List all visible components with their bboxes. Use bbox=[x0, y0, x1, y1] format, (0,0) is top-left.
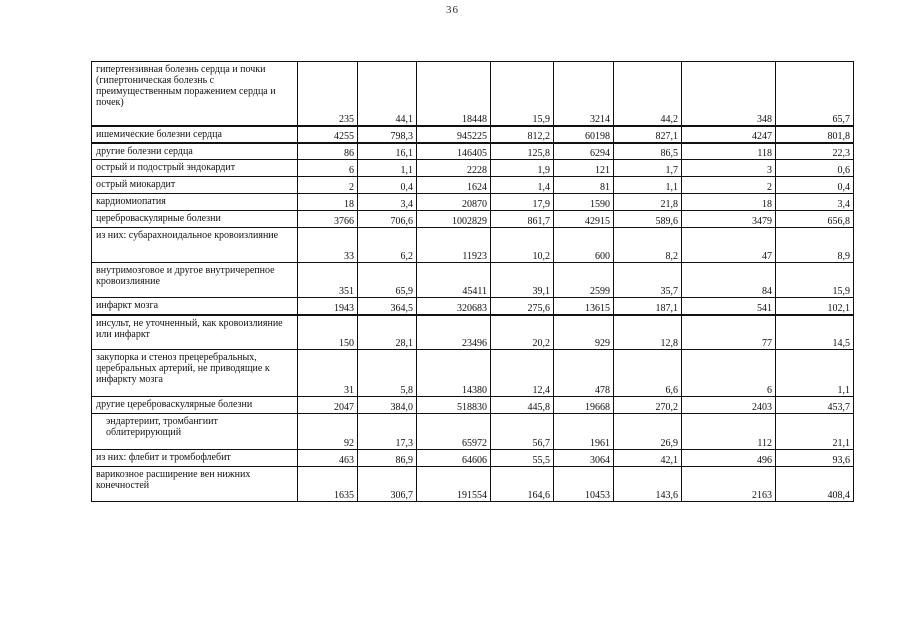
value-cell: 8,9 bbox=[776, 228, 854, 263]
row-label: острый миокардит bbox=[92, 177, 298, 194]
value-cell: 3,4 bbox=[776, 194, 854, 211]
table-row bbox=[92, 228, 854, 263]
value-cell: 33 bbox=[298, 228, 358, 263]
value-cell: 65,9 bbox=[358, 263, 417, 298]
value-cell: 6,6 bbox=[614, 350, 682, 397]
value-cell: 0,6 bbox=[776, 160, 854, 177]
value-cell: 4255 bbox=[298, 126, 358, 143]
row-label: варикозное расширение вен нижних конечностей bbox=[92, 467, 298, 502]
value-cell: 35,7 bbox=[614, 263, 682, 298]
value-cell: 275,6 bbox=[491, 298, 554, 315]
mortality-statistics-table bbox=[91, 61, 854, 502]
value-cell: 10,2 bbox=[491, 228, 554, 263]
value-cell: 812,2 bbox=[491, 126, 554, 143]
value-cell: 28,1 bbox=[358, 315, 417, 350]
value-cell: 0,4 bbox=[776, 177, 854, 194]
value-cell: 589,6 bbox=[614, 211, 682, 228]
value-cell: 1,1 bbox=[358, 160, 417, 177]
value-cell: 0,4 bbox=[358, 177, 417, 194]
row-label: гипертензивная болезнь сердца и почки (гипертоническая болезнь с преимущественным поражением сердца и почек) bbox=[92, 62, 298, 126]
value-cell: 541 bbox=[682, 298, 776, 315]
value-cell: 945225 bbox=[417, 126, 491, 143]
table-row bbox=[92, 397, 854, 414]
value-cell: 798,3 bbox=[358, 126, 417, 143]
value-cell: 2599 bbox=[554, 263, 614, 298]
value-cell: 118 bbox=[682, 143, 776, 160]
value-cell: 478 bbox=[554, 350, 614, 397]
value-cell: 16,1 bbox=[358, 143, 417, 160]
value-cell: 44,1 bbox=[358, 62, 417, 126]
value-cell: 14380 bbox=[417, 350, 491, 397]
value-cell: 17,9 bbox=[491, 194, 554, 211]
value-cell: 827,1 bbox=[614, 126, 682, 143]
value-cell: 270,2 bbox=[614, 397, 682, 414]
value-cell: 93,6 bbox=[776, 450, 854, 467]
value-cell: 56,7 bbox=[491, 414, 554, 450]
value-cell: 1943 bbox=[298, 298, 358, 315]
row-label: из них: флебит и тромбофлебит bbox=[92, 450, 298, 467]
value-cell: 11923 bbox=[417, 228, 491, 263]
value-cell: 348 bbox=[682, 62, 776, 126]
row-label: закупорка и стеноз прецеребральных, церебральных артерий, не приводящие к инфаркту мозга bbox=[92, 350, 298, 397]
value-cell: 42,1 bbox=[614, 450, 682, 467]
value-cell: 1002829 bbox=[417, 211, 491, 228]
value-cell: 1635 bbox=[298, 467, 358, 502]
value-cell: 125,8 bbox=[491, 143, 554, 160]
value-cell: 1,7 bbox=[614, 160, 682, 177]
value-cell: 1,9 bbox=[491, 160, 554, 177]
value-cell: 235 bbox=[298, 62, 358, 126]
value-cell: 6 bbox=[298, 160, 358, 177]
value-cell: 146405 bbox=[417, 143, 491, 160]
row-label: внутримозговое и другое внутричерепное кровоизлияние bbox=[92, 263, 298, 298]
value-cell: 929 bbox=[554, 315, 614, 350]
value-cell: 12,4 bbox=[491, 350, 554, 397]
value-cell: 65,7 bbox=[776, 62, 854, 126]
value-cell: 1,4 bbox=[491, 177, 554, 194]
value-cell: 150 bbox=[298, 315, 358, 350]
value-cell: 408,4 bbox=[776, 467, 854, 502]
row-label: цереброваскулярные болезни bbox=[92, 211, 298, 228]
value-cell: 463 bbox=[298, 450, 358, 467]
table-row bbox=[92, 126, 854, 143]
value-cell: 6,2 bbox=[358, 228, 417, 263]
table-row bbox=[92, 177, 854, 194]
value-cell: 81 bbox=[554, 177, 614, 194]
value-cell: 45411 bbox=[417, 263, 491, 298]
value-cell: 306,7 bbox=[358, 467, 417, 502]
value-cell: 18 bbox=[298, 194, 358, 211]
value-cell: 320683 bbox=[417, 298, 491, 315]
table-row bbox=[92, 450, 854, 467]
value-cell: 6294 bbox=[554, 143, 614, 160]
value-cell: 47 bbox=[682, 228, 776, 263]
value-cell: 518830 bbox=[417, 397, 491, 414]
value-cell: 143,6 bbox=[614, 467, 682, 502]
value-cell: 15,9 bbox=[776, 263, 854, 298]
value-cell: 112 bbox=[682, 414, 776, 450]
value-cell: 14,5 bbox=[776, 315, 854, 350]
value-cell: 42915 bbox=[554, 211, 614, 228]
value-cell: 86,5 bbox=[614, 143, 682, 160]
value-cell: 1590 bbox=[554, 194, 614, 211]
value-cell: 164,6 bbox=[491, 467, 554, 502]
value-cell: 600 bbox=[554, 228, 614, 263]
row-label: эндартериит, тромбангиит облитерирующий bbox=[92, 414, 298, 450]
value-cell: 384,0 bbox=[358, 397, 417, 414]
value-cell: 12,8 bbox=[614, 315, 682, 350]
row-label: инсульт, не уточненный, как кровоизлияние или инфаркт bbox=[92, 315, 298, 350]
value-cell: 44,2 bbox=[614, 62, 682, 126]
value-cell: 496 bbox=[682, 450, 776, 467]
value-cell: 1961 bbox=[554, 414, 614, 450]
value-cell: 18448 bbox=[417, 62, 491, 126]
value-cell: 801,8 bbox=[776, 126, 854, 143]
value-cell: 656,8 bbox=[776, 211, 854, 228]
table-row bbox=[92, 194, 854, 211]
value-cell: 77 bbox=[682, 315, 776, 350]
value-cell: 3766 bbox=[298, 211, 358, 228]
value-cell: 60198 bbox=[554, 126, 614, 143]
table-row bbox=[92, 467, 854, 502]
value-cell: 121 bbox=[554, 160, 614, 177]
value-cell: 5,8 bbox=[358, 350, 417, 397]
value-cell: 13615 bbox=[554, 298, 614, 315]
table-row bbox=[92, 211, 854, 228]
value-cell: 445,8 bbox=[491, 397, 554, 414]
value-cell: 10453 bbox=[554, 467, 614, 502]
value-cell: 86 bbox=[298, 143, 358, 160]
value-cell: 3214 bbox=[554, 62, 614, 126]
table-row bbox=[92, 350, 854, 397]
row-label: другие цереброваскулярные болезни bbox=[92, 397, 298, 414]
table-row bbox=[92, 160, 854, 177]
table-body bbox=[92, 62, 854, 502]
value-cell: 22,3 bbox=[776, 143, 854, 160]
value-cell: 351 bbox=[298, 263, 358, 298]
value-cell: 2228 bbox=[417, 160, 491, 177]
value-cell: 2 bbox=[298, 177, 358, 194]
value-cell: 20,2 bbox=[491, 315, 554, 350]
value-cell: 1,1 bbox=[614, 177, 682, 194]
value-cell: 102,1 bbox=[776, 298, 854, 315]
value-cell: 3,4 bbox=[358, 194, 417, 211]
table-row bbox=[92, 263, 854, 298]
value-cell: 8,2 bbox=[614, 228, 682, 263]
value-cell: 1624 bbox=[417, 177, 491, 194]
value-cell: 21,1 bbox=[776, 414, 854, 450]
value-cell: 17,3 bbox=[358, 414, 417, 450]
row-label: кардиомиопатия bbox=[92, 194, 298, 211]
value-cell: 15,9 bbox=[491, 62, 554, 126]
table-row bbox=[92, 298, 854, 315]
value-cell: 39,1 bbox=[491, 263, 554, 298]
row-label: инфаркт мозга bbox=[92, 298, 298, 315]
value-cell: 187,1 bbox=[614, 298, 682, 315]
row-label: острый и подострый эндокардит bbox=[92, 160, 298, 177]
value-cell: 3 bbox=[682, 160, 776, 177]
row-label: другие болезни сердца bbox=[92, 143, 298, 160]
value-cell: 364,5 bbox=[358, 298, 417, 315]
value-cell: 3064 bbox=[554, 450, 614, 467]
value-cell: 26,9 bbox=[614, 414, 682, 450]
value-cell: 191554 bbox=[417, 467, 491, 502]
value-cell: 1,1 bbox=[776, 350, 854, 397]
table-row bbox=[92, 315, 854, 350]
value-cell: 55,5 bbox=[491, 450, 554, 467]
value-cell: 18 bbox=[682, 194, 776, 211]
value-cell: 19668 bbox=[554, 397, 614, 414]
value-cell: 2163 bbox=[682, 467, 776, 502]
value-cell: 84 bbox=[682, 263, 776, 298]
table-row bbox=[92, 62, 854, 126]
value-cell: 20870 bbox=[417, 194, 491, 211]
table-row bbox=[92, 143, 854, 160]
value-cell: 4247 bbox=[682, 126, 776, 143]
value-cell: 65972 bbox=[417, 414, 491, 450]
value-cell: 92 bbox=[298, 414, 358, 450]
value-cell: 453,7 bbox=[776, 397, 854, 414]
value-cell: 3479 bbox=[682, 211, 776, 228]
value-cell: 23496 bbox=[417, 315, 491, 350]
table-row bbox=[92, 414, 854, 450]
value-cell: 64606 bbox=[417, 450, 491, 467]
row-label: из них: субарахноидальное кровоизлияние bbox=[92, 228, 298, 263]
value-cell: 706,6 bbox=[358, 211, 417, 228]
value-cell: 861,7 bbox=[491, 211, 554, 228]
value-cell: 2047 bbox=[298, 397, 358, 414]
value-cell: 6 bbox=[682, 350, 776, 397]
value-cell: 2 bbox=[682, 177, 776, 194]
value-cell: 31 bbox=[298, 350, 358, 397]
value-cell: 86,9 bbox=[358, 450, 417, 467]
value-cell: 21,8 bbox=[614, 194, 682, 211]
value-cell: 2403 bbox=[682, 397, 776, 414]
row-label: ишемические болезни сердца bbox=[92, 126, 298, 143]
page-number: 36 bbox=[446, 4, 459, 16]
